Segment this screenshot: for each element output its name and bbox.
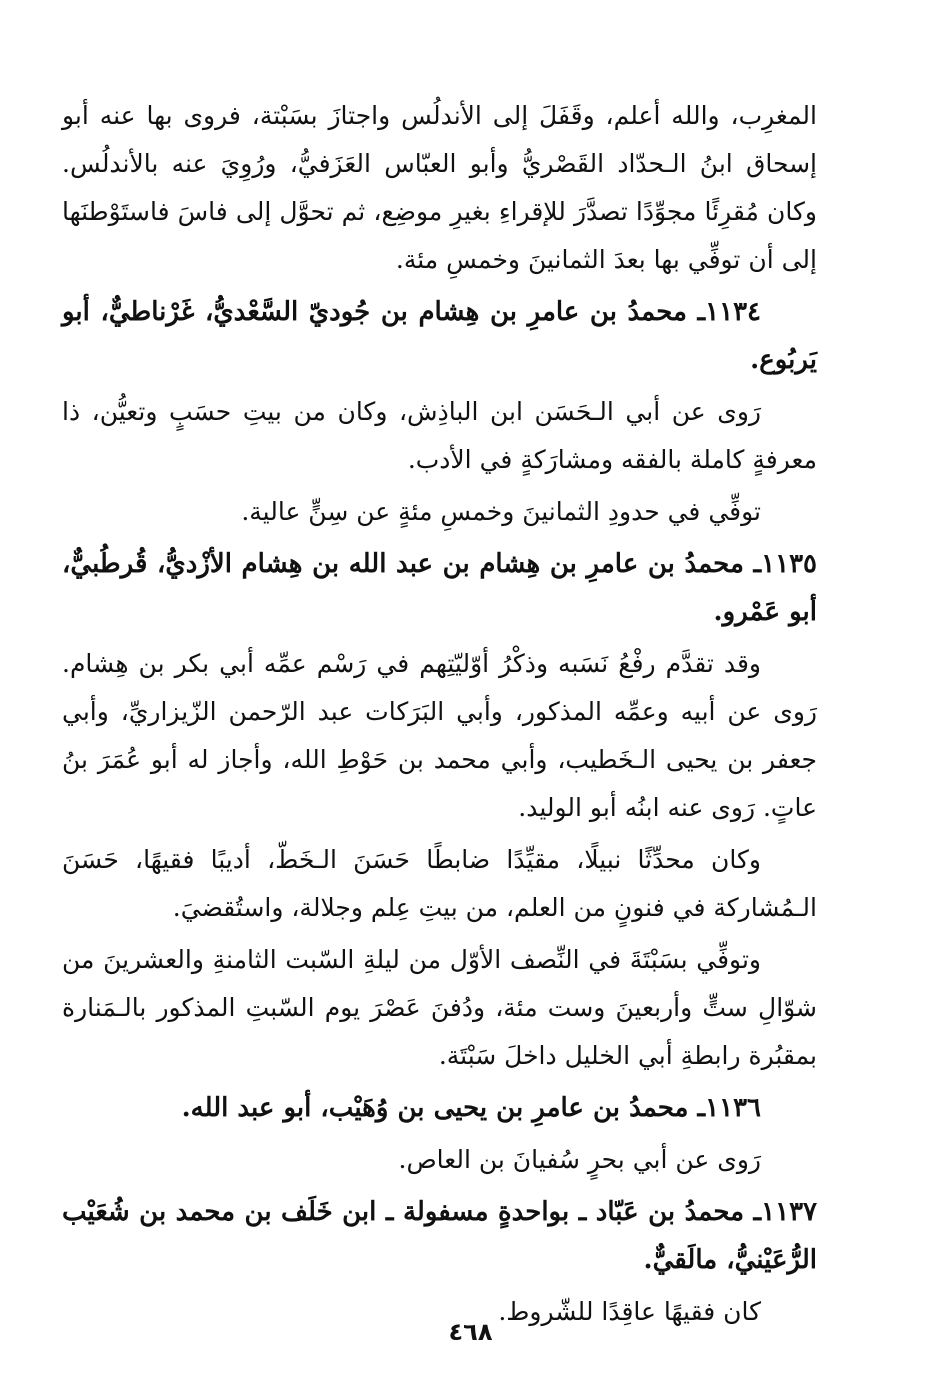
- paragraph-1134-death: توفِّي في حدودِ الثمانينَ وخمسِ مئةٍ عن سِنٍّ عالية.: [241, 497, 761, 526]
- entry-heading-1137: ١١٣٧ـ محمدُ بن عَبّاد ـ بواحدةٍ مسفولة ـ ابن خَلَف بن محمد بن شُعَيْب الرُّعَيْنيُّ، مالَقيٌّ.: [62, 1197, 817, 1275]
- paragraph-1135-description: وكان محدِّثًا نبيلًا، مقيِّدًا ضابطًا حَسَنَ الـخَطّ، أديبًا فقيهًا، حَسَنَ الـمُشاركة في فنونٍ من العلم، من بيتِ عِلم وجلالة، واستُقضيَ.: [62, 845, 817, 922]
- paragraph-1135-death: وتوفِّي بسَبْتَةَ في النِّصف الأوّل من ليلةِ السّبت الثامنةِ والعشرينَ من شوّالِ ستٍّ وأربعينَ وست مئة، ودُفنَ عَصْرَ يوم السّبتِ المذكور بالـمَنارة بمقبُرة رابطةِ أبي الخليل داخلَ سَبْتَة.: [62, 945, 817, 1070]
- paragraph-1137-description: كان فقيهًا عاقِدًا للشّروط.: [498, 1297, 761, 1326]
- paragraph-1135-narration: وقد تقدَّم رفْعُ نَسَبه وذكْرُ أوّليّتِهم في رَسْم عمِّه أبي بكر بن هِشام. رَوى عن أبيه وعمِّه المذكور، وأبي البَرَكات عبد الرّحمن الزّيزاريِّ، وأبي جعفر بن يحيى الـخَطيب، وأبي محمد بن حَوْطِ الله، وأجاز له أبو عُمَرَ بنُ عاتٍ. رَوى عنه ابنُه أبو الوليد.: [62, 649, 817, 822]
- entry-heading-1134: ١١٣٤ـ محمدُ بن عامرِ بن هِشام بن جُوديّ السَّعْديُّ، غَرْناطيٌّ، أبو يَربُوع.: [62, 297, 817, 375]
- entry-heading-1136: ١١٣٦ـ محمدُ بن عامرِ بن يحيى بن وُهَيْب، أبو عبد الله.: [181, 1093, 761, 1123]
- entry-heading-1135: ١١٣٥ـ محمدُ بن عامرِ بن هِشام بن عبد الله بن هِشام الأزْديُّ، قُرطُبيٌّ، أبو عَمْرو.: [62, 549, 817, 627]
- paragraph-1134-narration: رَوى عن أبي الـحَسَن ابن الباذِش، وكان من بيتِ حسَبٍ وتعيُّن، ذا معرفةٍ كاملة بالفقه ومشارَكةٍ في الأدب.: [62, 397, 817, 474]
- book-page-body: [62, 92, 817, 1340]
- paragraph-continuation: المغرِب، والله أعلم، وقَفَلَ إلى الأندلُس واجتازَ بسَبْتة، فروى بها عنه أبو إسحاق ابنُ الـحدّاد القَصْريُّ وأبو العبّاس العَزَفيُّ، ورُوِيَ عنه بالأندلُس. وكان مُقرِئًا مجوِّدًا تصدَّرَ للإقراءِ بغيرِ موضِع، ثم تحوَّل إلى فاسَ فاستَوْطنَها إلى أن توفِّي بها بعدَ الثمانينَ وخمسِ مئة.: [62, 101, 817, 274]
- page-number: ٤٦٨: [448, 1318, 493, 1346]
- paragraph-1136-narration: رَوى عن أبي بحرٍ سُفيانَ بن العاص.: [398, 1145, 761, 1174]
